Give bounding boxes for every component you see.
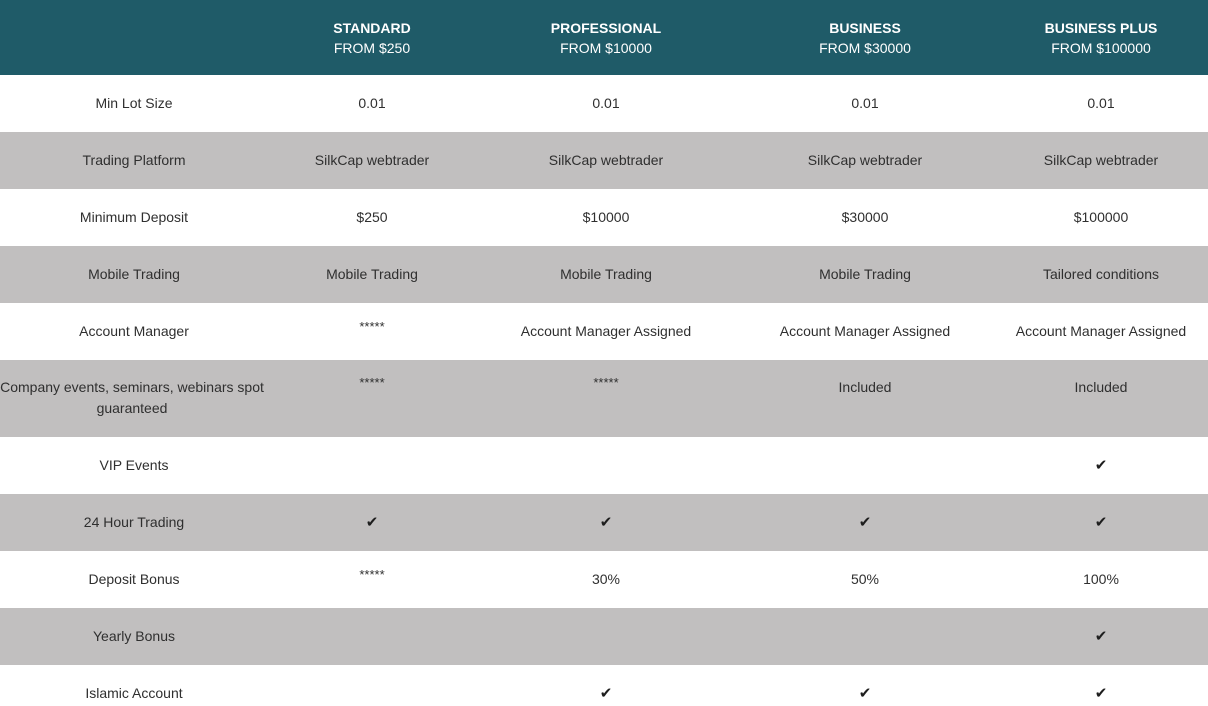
feature-value: Account Manager Assigned: [1015, 323, 1187, 339]
feature-label: Islamic Account: [85, 685, 183, 701]
feature-value: 30%: [591, 571, 621, 587]
feature-value-cell: [994, 665, 1208, 706]
feature-row: [0, 360, 1208, 437]
plan-name: BUSINESS PLUS: [1044, 19, 1158, 36]
masked-value: *****: [593, 375, 619, 390]
feature-value: SilkCap webtrader: [1043, 152, 1159, 168]
plan-price: FROM $250: [333, 39, 411, 56]
feature-value: 50%: [850, 571, 880, 587]
plan-name: BUSINESS: [829, 19, 901, 36]
feature-value: SilkCap webtrader: [314, 152, 430, 168]
plan-header: [0, 0, 1208, 75]
feature-value-cell: [736, 551, 994, 608]
check-icon: ✔: [599, 685, 613, 702]
feature-value-cell: [736, 189, 994, 246]
feature-value: Mobile Trading: [560, 266, 652, 282]
feature-label: VIP Events: [99, 457, 169, 473]
feature-value-cell: [476, 551, 736, 608]
header-empty-cell: [0, 0, 268, 75]
plan-header-standard: [268, 0, 476, 75]
feature-value-cell: [736, 665, 994, 706]
feature-value: Mobile Trading: [819, 266, 911, 282]
feature-value-cell: [994, 303, 1208, 360]
feature-value-cell: [476, 75, 736, 132]
plan-price: FROM $100000: [1051, 39, 1151, 56]
feature-value: SilkCap webtrader: [807, 152, 923, 168]
plan-header-business-plus: [994, 0, 1208, 75]
feature-label: 24 Hour Trading: [83, 514, 185, 530]
feature-value: $10000: [582, 209, 630, 225]
feature-row: [0, 551, 1208, 608]
feature-value-cell: [994, 360, 1208, 437]
feature-value: 0.01: [358, 95, 386, 111]
feature-value-cell: [268, 608, 476, 665]
masked-value: *****: [359, 567, 385, 582]
feature-row: [0, 437, 1208, 494]
feature-value-cell: [736, 303, 994, 360]
feature-value-cell: [268, 437, 476, 494]
feature-value-cell: [268, 303, 476, 360]
plan-name: PROFESSIONAL: [550, 19, 662, 36]
masked-value: *****: [359, 319, 385, 334]
feature-value-cell: [476, 608, 736, 665]
feature-value-cell: [736, 608, 994, 665]
check-icon: ✔: [365, 514, 379, 531]
check-icon: ✔: [1094, 514, 1108, 531]
check-icon: ✔: [1094, 685, 1108, 702]
feature-row: [0, 132, 1208, 189]
feature-value-cell: [476, 303, 736, 360]
feature-value-cell: [736, 360, 994, 437]
feature-value: $250: [356, 209, 388, 225]
feature-value: $30000: [841, 209, 889, 225]
plan-price: FROM $10000: [560, 39, 652, 56]
feature-row: [0, 608, 1208, 665]
feature-row: [0, 665, 1208, 706]
plan-price: FROM $30000: [819, 39, 911, 56]
feature-label: Mobile Trading: [88, 266, 180, 282]
feature-value-cell: [476, 437, 736, 494]
feature-label: Deposit Bonus: [88, 571, 180, 587]
feature-value-cell: [994, 608, 1208, 665]
feature-label: Minimum Deposit: [79, 209, 189, 225]
feature-row: [0, 494, 1208, 551]
feature-value-cell: [268, 75, 476, 132]
plan-name: STANDARD: [333, 19, 411, 36]
feature-value-cell: [994, 189, 1208, 246]
feature-value-cell: [994, 551, 1208, 608]
feature-label: Yearly Bonus: [93, 628, 175, 644]
feature-label: Trading Platform: [82, 152, 186, 168]
feature-row: [0, 189, 1208, 246]
check-icon: ✔: [1094, 628, 1108, 645]
feature-value: 0.01: [1087, 95, 1115, 111]
plan-header-professional: [476, 0, 736, 75]
feature-value-cell: [994, 75, 1208, 132]
feature-value: SilkCap webtrader: [548, 152, 664, 168]
feature-value: Included: [838, 379, 892, 395]
feature-value-cell: [268, 665, 476, 706]
feature-value: Account Manager Assigned: [779, 323, 951, 339]
check-icon: ✔: [599, 514, 613, 531]
feature-row: [0, 246, 1208, 303]
feature-row: [0, 303, 1208, 360]
feature-label: Company events, seminars, webinars spot guaranteed: [0, 379, 264, 416]
feature-value-cell: [994, 246, 1208, 303]
plan-header-row: [0, 0, 1208, 75]
feature-label: Account Manager: [79, 323, 189, 339]
check-icon: ✔: [1094, 457, 1108, 474]
feature-value-cell: [736, 246, 994, 303]
feature-value-cell: [994, 132, 1208, 189]
feature-value-cell: [268, 494, 476, 551]
check-icon: ✔: [858, 514, 872, 531]
feature-value: Account Manager Assigned: [520, 323, 692, 339]
feature-value-cell: [736, 494, 994, 551]
feature-value: 0.01: [592, 95, 620, 111]
masked-value: *****: [359, 375, 385, 390]
feature-value-cell: [268, 246, 476, 303]
feature-value-cell: [268, 360, 476, 437]
feature-value-cell: [736, 437, 994, 494]
feature-value-cell: [994, 494, 1208, 551]
check-icon: ✔: [858, 685, 872, 702]
feature-value: Mobile Trading: [326, 266, 418, 282]
plan-header-business: [736, 0, 994, 75]
feature-value-cell: [476, 246, 736, 303]
feature-label: Min Lot Size: [95, 95, 173, 111]
feature-value-cell: [476, 665, 736, 706]
feature-value-cell: [476, 494, 736, 551]
feature-value-cell: [736, 75, 994, 132]
feature-value-cell: [268, 551, 476, 608]
feature-value-cell: [476, 189, 736, 246]
feature-value: 100%: [1083, 571, 1119, 587]
feature-value: 0.01: [851, 95, 879, 111]
feature-row: [0, 75, 1208, 132]
feature-value: $100000: [1073, 209, 1129, 225]
feature-value-cell: [268, 132, 476, 189]
feature-value-cell: [476, 360, 736, 437]
feature-value-cell: [736, 132, 994, 189]
feature-value: Tailored conditions: [1043, 266, 1159, 282]
feature-value-cell: [268, 189, 476, 246]
feature-value-cell: [994, 437, 1208, 494]
feature-rows: [0, 75, 1208, 706]
feature-value-cell: [476, 132, 736, 189]
feature-value: Included: [1074, 379, 1128, 395]
